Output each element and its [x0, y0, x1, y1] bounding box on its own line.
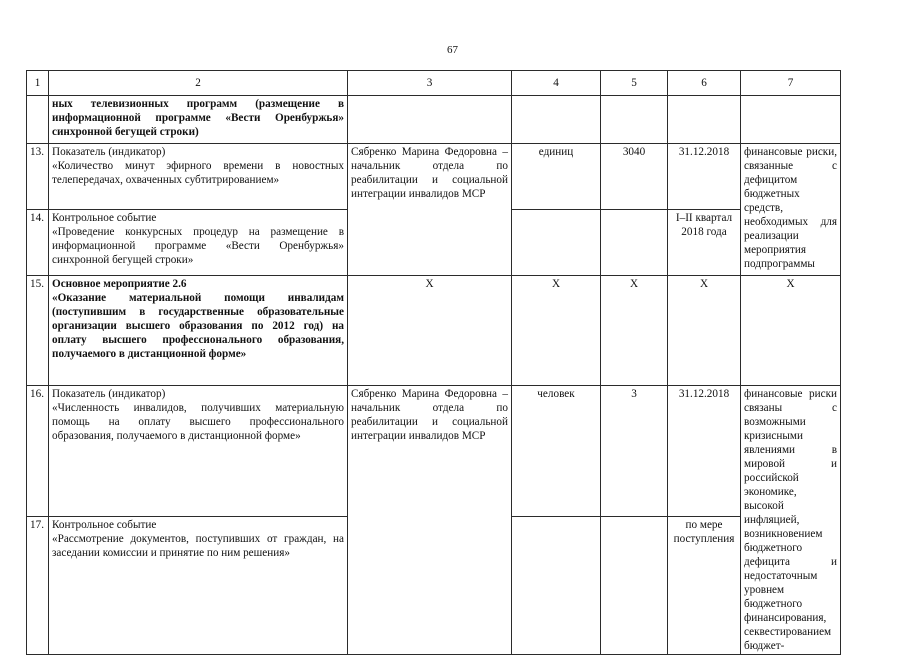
header-cell-4: 4	[512, 71, 601, 96]
item-description	[49, 517, 348, 655]
row-number: 13.	[27, 144, 49, 210]
item-text: «Численность инвалидов, получивших материальную помощь на оплату высшего профессионального образования, получаемого в дистанционной форме»	[52, 402, 344, 442]
item-text: «Проведение конкурсных процедур на размещение в информационной программе «Вести Оренбуржья» синхронной бегущей строки»	[52, 226, 344, 266]
table-row	[27, 144, 841, 210]
deadline-cell: 31.12.2018	[668, 144, 741, 210]
x-mark: X	[348, 276, 512, 386]
deadline-cell: 31.12.2018	[668, 386, 741, 517]
x-mark: X	[668, 276, 741, 386]
item-text: «Количество минут эфирного времени в новостных телепередачах, охваченных субтитрированием»	[52, 160, 344, 186]
deadline-cell: I–II квартал 2018 года	[668, 210, 741, 276]
table-row	[27, 276, 841, 386]
value-cell: 3040	[601, 144, 668, 210]
item-description	[49, 386, 348, 517]
row-number: 15.	[27, 276, 49, 386]
deadline-cell: по мере поступления	[668, 517, 741, 655]
responsible-person: Сябренко Марина Федоровна – начальник отдела по реабилитации и социальной интеграции инвалидов МСР	[348, 144, 512, 276]
item-title: Контрольное событие	[52, 519, 157, 532]
header-cell-2: 2	[49, 71, 348, 96]
responsible-person: Сябренко Марина Федоровна – начальник отдела по реабилитации и социальной интеграции инвалидов МСР	[348, 386, 512, 655]
risks-cell: финансовые риски, связанные с дефицитом бюджетных средств, необходимых для реализации мероприятия подпрограммы	[741, 144, 841, 276]
continuation-text: ных телевизионных программ (размещение в информационной программе «Вести Оренбуржья» синхронной бегущей строки)	[49, 96, 348, 144]
unit-cell: человек	[512, 386, 601, 517]
x-mark: X	[601, 276, 668, 386]
item-text: «Рассмотрение документов, поступивших от граждан, на заседании комиссии и принятие по ним решения»	[52, 533, 344, 560]
header-cell-7: 7	[741, 71, 841, 96]
header-cell-5: 5	[601, 71, 668, 96]
item-text: «Оказание материальной помощи инвалидам (поступившим в государственные образовательные организации высшего образования по 2012 год) на оплату высшего профессионального образования, получаемого в дистанционной форме»	[52, 292, 344, 360]
item-description	[49, 210, 348, 276]
page-number: 67	[447, 44, 458, 56]
header-cell-6: 6	[668, 71, 741, 96]
risks-cell: финансовые риски связаны с возможными кризисными явлениями в мировой и российской экономике, высокой инфляцией, возникновением бюджетного дефицита и недостаточным уровнем бюджетного финансирования, секвестированием бюджет-	[741, 386, 841, 655]
item-title: Контрольное событие	[52, 212, 157, 224]
header-cell-1: 1	[27, 71, 49, 96]
header-row	[27, 71, 841, 96]
header-cell-3: 3	[348, 71, 512, 96]
value-cell: 3	[601, 386, 668, 517]
row-number: 16.	[27, 386, 49, 517]
row-number: 17.	[27, 517, 49, 655]
item-description	[49, 144, 348, 210]
item-title: Основное мероприятие 2.6	[52, 278, 187, 290]
plan-table	[26, 70, 841, 655]
continuation-row	[27, 96, 841, 144]
unit-cell: единиц	[512, 144, 601, 210]
row-number: 14.	[27, 210, 49, 276]
x-mark: X	[741, 276, 841, 386]
item-description	[49, 276, 348, 386]
item-title: Показатель (индикатор)	[52, 146, 166, 158]
x-mark: X	[512, 276, 601, 386]
item-title: Показатель (индикатор)	[52, 388, 166, 400]
table-row	[27, 386, 841, 517]
